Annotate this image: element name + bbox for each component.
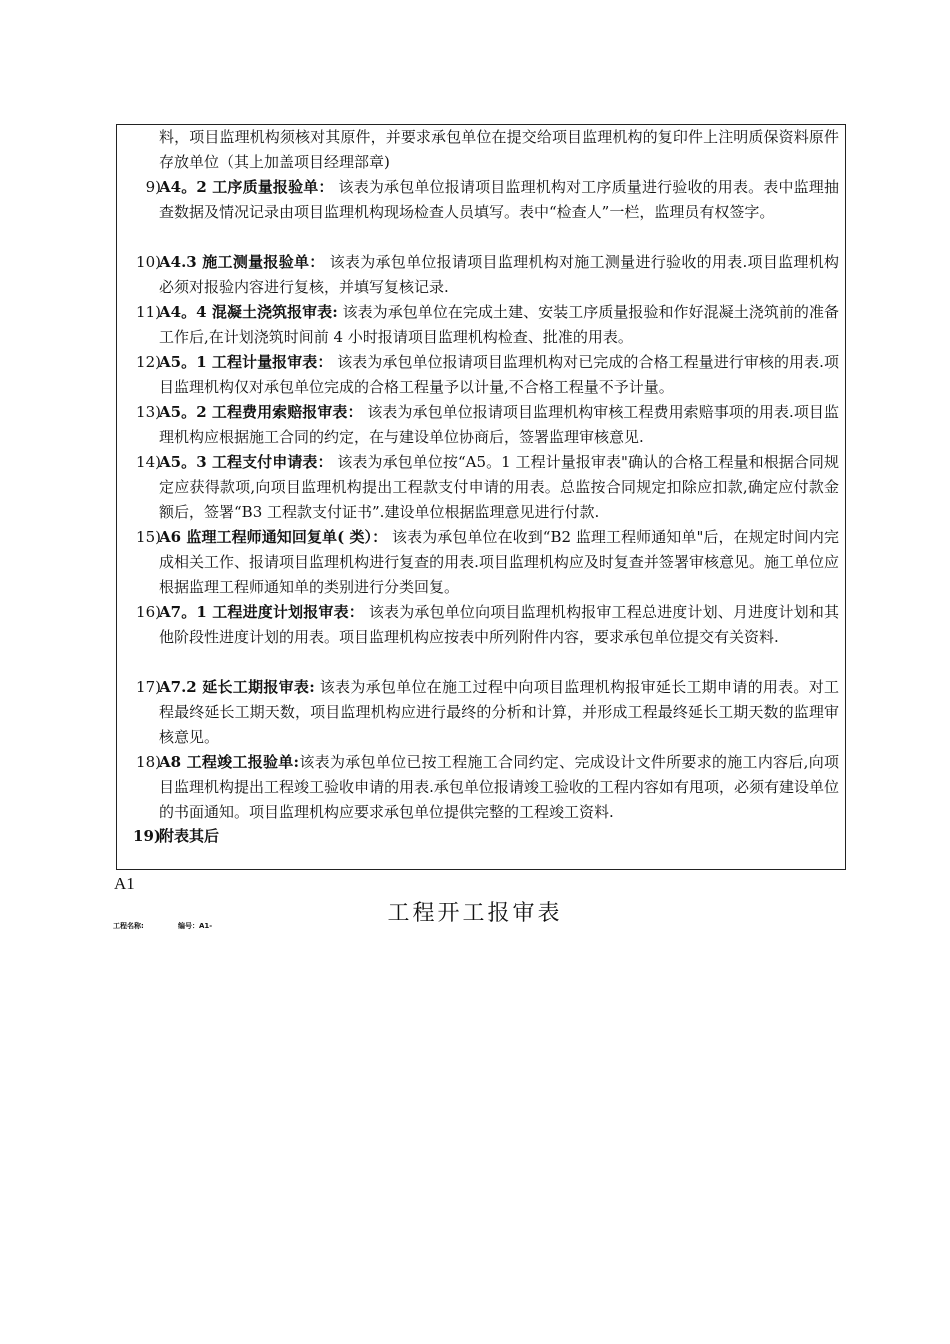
item-number: 9) [145,178,161,196]
form-title: 工程开工报审表 [387,901,563,926]
intro-paragraph: 料，项目监理机构须核对其原件，并要求承包单位在提交给项目监理机构的复印件上注明质保资料原件存放单位（其上加盖项目经理部章) [159,128,839,171]
item-body: 该表为承包单位报请项目监理机构对已完成的合格工程量进行审核的用表.项目监理机构仅对承包单位完成的合格工程量予以计量,不合格工程量不予计量。 [159,353,839,396]
item-body: 该表为承包单位报请项目监理机构对工序质量进行验收的用表。表中监理抽查数据及情况记录由项目监理机构现场检查人员填写。表中“检查人”一栏，监理员有权签字。 [159,178,839,221]
item-body: 该表为承包单位在收到“B2 监理工程师通知单"后，在规定时间内完成相关工作、报请项目监理机构进行复查的用表.项目监理机构应及时复查并签署审核意见。施工单位应根据监理工程师通知单的类别进行分类回复。 [159,528,839,596]
item-body: 该表为承包单位在施工过程中向项目监理机构报审延长工期申请的用表。对工程最终延长工期天数，项目监理机构应进行最终的分析和计算，并形成工程最终延长工期天数的监理审核意见。 [159,678,839,746]
item-number: 15) [136,528,161,546]
item-title: A7。1 工程进度计划报审表： [159,603,364,621]
item-number: 18) [136,753,161,771]
item-title: A5。1 工程计量报审表： [159,353,333,371]
item-title: A4.3 施工测量报验单： [159,253,325,271]
item-title: 附表其后 [159,827,220,845]
item-number: 14) [136,453,161,471]
item-title: A4。2 工序质量报验单： [159,178,334,196]
item-number: 11) [136,303,161,321]
item-number: 13) [136,403,161,421]
item-body: 该表为承包单位在完成土建、安装工序质量报验和作好混凝土浇筑前的准备工作后,在计划浇筑时间前 4 小时报请项目监理机构检查、批准的用表。 [159,303,839,346]
item-title: A6 监理工程师通知回复单( 类）： [159,528,388,546]
item-number: 10) [136,253,161,271]
number-label: 编号：A1- [178,922,213,930]
item-title: A4。4 混凝土浇筑报审表: [159,303,338,321]
item-body: 该表为承包单位向项目监理机构报审工程总进度计划、月进度计划和其他阶段性进度计划的用表。项目监理机构应按表中所列附件内容，要求承包单位提交有关资料. [159,603,839,646]
item-number: 12) [136,353,161,371]
item-body: 该表为承包单位报请项目监理机构对施工测量进行验收的用表.项目监理机构必须对报验内容进行复核，并填写复核记录. [159,253,839,296]
project-name-label: 工程名称: [113,922,144,930]
item-body: 该表为承包单位按“A5。1 工程计量报审表"确认的合格工程量和根据合同规定应获得款项,向项目监理机构提出工程款支付申请的用表。总监按合同规定扣除应扣款,确定应付款金额后，签署“B3 工程款支付证书”.建设单位根据监理意见进行付款. [159,453,839,521]
item-number: 16) [136,603,161,621]
item-number: 17) [136,678,161,696]
item-title: A8 工程竣工报验单: [159,753,300,771]
item-body: 该表为承包单位报请项目监理机构审核工程费用索赔事项的用表.项目监理机构应根据施工合同的约定，在与建设单位协商后，签署监理审核意见. [159,403,839,446]
item-title: A5。3 工程支付申请表： [159,453,333,471]
form-code: A1 [114,874,135,893]
item-title: A7.2 延长工期报审表: [159,678,315,696]
item-number: 19) [133,827,161,845]
guidelines-box [116,124,846,870]
item-body: 该表为承包单位已按工程施工合同约定、完成设计文件所要求的施工内容后,向项目监理机构提出工程竣工验收申请的用表.承包单位报请竣工验收的工程内容如有甩项，必须有建设单位的书面通知。项目监理机构应要求承包单位提供完整的工程竣工资料. [159,753,839,821]
item-title: A5。2 工程费用索赔报审表： [159,403,363,421]
